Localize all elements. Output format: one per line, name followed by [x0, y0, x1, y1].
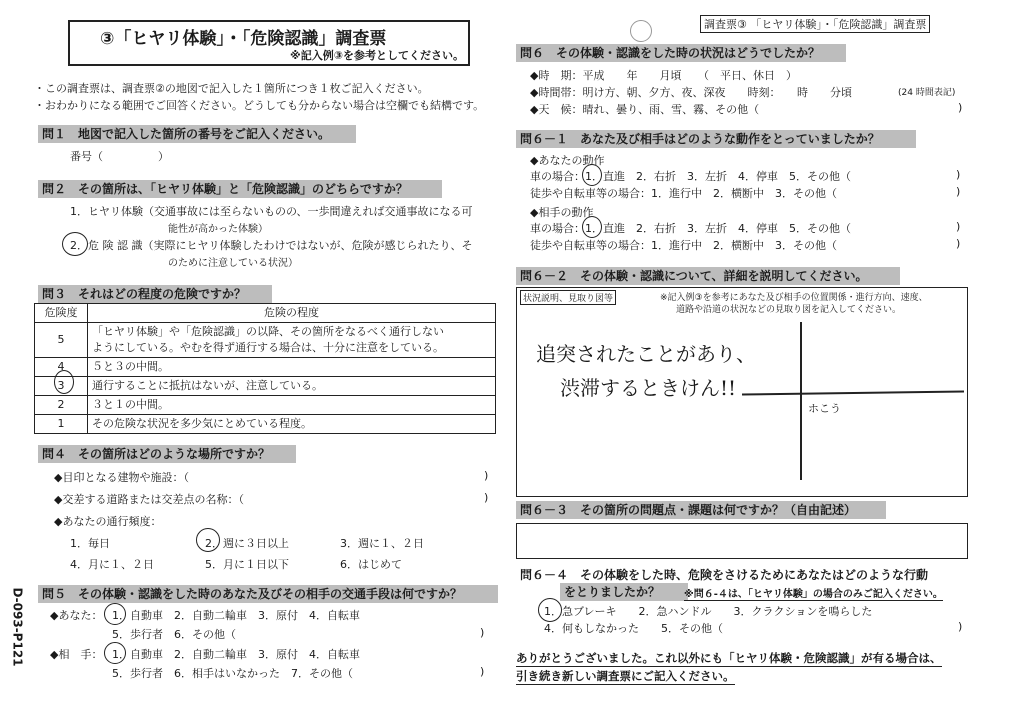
q6-1-other-car[interactable]: 車の場合：1．直進 2．右折 3．左折 4．停車 5．その他（ — [530, 222, 851, 235]
degree-cell: 通行することに抵抗はないが、注意している。 — [88, 377, 496, 396]
q5-other-label: ◆相 手： — [50, 648, 103, 661]
handwritten-line-2: 渋滞するときけん!! — [560, 376, 737, 400]
q6-1-other-walk[interactable]: 徒歩や自転車等の場合：1．進行中 2．横断中 3．その他（ — [530, 239, 837, 252]
freq-option[interactable]: 2．週に３日以上 — [205, 537, 289, 550]
q6-4-note: ※問６-４は、「ヒヤリ体験」の場合のみご記入ください。 — [684, 585, 943, 601]
q3-heading: 問３ それはどの程度の危険ですか？ — [38, 285, 272, 303]
close-paren: ) — [484, 469, 489, 482]
level-cell[interactable]: 1 — [35, 415, 88, 434]
q6-1-other-circle — [582, 216, 602, 238]
q6-4-options-2[interactable]: 4．何もしなかった 5．その他（ — [544, 622, 723, 635]
q5-other-circle — [104, 642, 126, 664]
close-paren: ) — [958, 620, 963, 633]
q6-2-box-label: 状況説明、見取り図等 — [520, 290, 616, 305]
close-paren: ) — [956, 237, 961, 250]
top-right-header: 調査票③ 「ヒヤリ体験」・「危険認識」調査票 — [700, 15, 930, 33]
q6-2-note-2: 道路や沿道の状況などの見取り図を記入してください。 — [676, 305, 902, 315]
q5-heading: 問５ その体験・認識をした時のあなた及びその相手の交通手段は何ですか？ — [38, 585, 498, 603]
freq-option[interactable]: 6．はじめて — [340, 558, 402, 571]
q4-selection-circle — [196, 528, 220, 552]
thanks-line-1: ありがとうございました。これ以外にも「ヒヤリ体験・危険認識」が有る場合は、 — [516, 651, 942, 665]
q2-heading: 問２ その箇所は、「ヒヤリ体験」と「危険認識」のどちらですか？ — [38, 180, 442, 198]
thanks-line-2: 引き続き新しい調査票にご記入ください。 — [516, 669, 735, 683]
q6-band[interactable]: ◆時間帯：明け方、朝、夕方、夜、深夜 時刻： 時 分頃 — [530, 86, 852, 99]
close-paren: ) — [480, 626, 485, 639]
freq-option[interactable]: 1．毎日 — [70, 537, 110, 550]
close-paren: ) — [484, 491, 489, 504]
q1-heading: 問１ 地図で記入した箇所の番号をご記入ください。 — [38, 125, 356, 143]
q2-selection-circle — [62, 232, 88, 256]
q5-you-options[interactable]: 1．自動車 2．自動二輪車 3．原付 4．自転車 — [112, 609, 360, 622]
q6-1-you-car[interactable]: 車の場合：1．直進 2．右折 3．左折 4．停車 5．その他（ — [530, 170, 851, 183]
q6-3-answer-box[interactable] — [516, 523, 968, 559]
col-degree-header: 危険の程度 — [88, 304, 496, 323]
freq-option[interactable]: 3．週に１、２日 — [340, 537, 424, 550]
form-subtitle: ※記入例③を参考としてください。 — [290, 49, 465, 62]
q2-option-1[interactable]: 1．ヒヤリ体験（交通事故には至らないものの、一歩間違えれば交通事故になる可 — [70, 205, 473, 218]
q6-1-other-label: ◆相手の動作 — [530, 206, 594, 219]
q6-band-note: (24 時間表記) — [898, 88, 956, 98]
q2-option-2-cont: のために注意している状況） — [168, 258, 298, 269]
q6-1-you-label: ◆あなたの動作 — [530, 154, 605, 167]
close-paren: ) — [480, 665, 485, 678]
q4-road-field[interactable]: ◆交差する道路または交差点の名称：（ — [54, 493, 244, 506]
q5-you-circle — [104, 603, 126, 625]
handwritten-label: ホこう — [808, 402, 841, 415]
close-paren: ) — [956, 168, 961, 181]
q6-3-heading: 問６－３ その箇所の問題点・課題は何ですか？（自由記述） — [516, 501, 886, 519]
col-level-header: 危険度 — [35, 304, 88, 323]
form-title: ③「ヒヤリ体験」・「危険認識」調査票 — [100, 29, 387, 49]
sketch-vertical-road — [800, 322, 802, 480]
close-paren: ) — [958, 101, 963, 114]
degree-cell: 「ヒヤリ体験」や「危険認識」の以降、その箇所をなるべく通行しない ようにしている。やむを得ず通行する場合は、十分に注意をしている。 — [88, 323, 496, 358]
q6-1-you-circle — [582, 164, 602, 186]
q6-4-selection-circle — [538, 598, 562, 622]
q4-heading: 問４ その箇所はどのような場所ですか？ — [38, 445, 296, 463]
q5-other-options-2[interactable]: 5．歩行者 6．相手はいなかった 7．その他（ — [112, 667, 353, 680]
q6-2-note-1: ※記入例③を参考にあなた及び相手の位置関係・進行方向、速度、 — [660, 293, 928, 303]
q6-heading: 問６ その体験・認識をした時の状況はどうでしたか？ — [516, 44, 846, 62]
freq-option[interactable]: 5．月に１日以下 — [205, 558, 289, 571]
q6-2-heading: 問６－２ その体験・認識について、詳細を説明してください。 — [516, 267, 900, 285]
q5-you-label: ◆あなた： — [50, 609, 103, 622]
q1-number-field[interactable]: 番号（ ） — [70, 150, 169, 163]
q6-4-heading-cont: をとりましたか？ — [560, 583, 688, 601]
q2-option-1-cont: 能性が高かった体験） — [168, 224, 268, 235]
q6-4-heading: 問６－４ その体験をした時、危険をさけるためにあなたはどのような行動 — [520, 568, 929, 582]
degree-cell: ５と３の中間。 — [88, 358, 496, 377]
degree-cell: その危険な状況を多少気にとめている程度。 — [88, 415, 496, 434]
intro-line-2: ・おわかりになる範囲でご回答ください。どうしても分からない場合は空欄でも結構です。 — [34, 99, 485, 112]
freq-option[interactable]: 4．月に１、２日 — [70, 558, 154, 571]
danger-level-table — [34, 303, 496, 434]
q4-frequency-label: ◆あなたの通行頻度： — [54, 515, 162, 528]
level-cell[interactable]: 4 — [35, 358, 88, 377]
q6-4-options-1[interactable]: 1．急ブレーキ 2．急ハンドル 3．クラクションを鳴らした — [544, 605, 873, 618]
q4-landmark-field[interactable]: ◆目印となる建物や施設：（ — [54, 471, 189, 484]
intro-line-1: ・この調査票は、調査票②の地図で記入した１箇所につき１枚ご記入ください。 — [34, 82, 429, 95]
close-paren: ) — [956, 185, 961, 198]
handwritten-line-1: 追突されたことがあり、 — [536, 342, 756, 366]
q6-weather[interactable]: ◆天 候：晴れ、曇り、雨、雪、霧、その他（ — [530, 103, 760, 116]
close-paren: ) — [956, 220, 961, 233]
q5-you-options-2[interactable]: 5．歩行者 6．その他（ — [112, 628, 236, 641]
level-cell[interactable]: 5 — [35, 323, 88, 358]
level-cell[interactable]: 3 — [35, 377, 88, 396]
level-cell[interactable]: 2 — [35, 396, 88, 415]
q6-1-heading: 問６－１ あなた及び相手はどのような動作をとっていましたか？ — [516, 130, 916, 148]
q5-other-options[interactable]: 1．自動車 2．自動二輪車 3．原付 4．自転車 — [112, 648, 360, 661]
side-code: D-093-P121 — [10, 587, 25, 667]
degree-cell: ３と１の中間。 — [88, 396, 496, 415]
q3-selection-circle — [54, 370, 74, 394]
q6-1-you-walk[interactable]: 徒歩や自転車等の場合：1．進行中 2．横断中 3．その他（ — [530, 187, 837, 200]
punch-hole — [630, 20, 652, 42]
q6-time[interactable]: ◆時 期：平成 年 月頃 （ 平日、休日 ） — [530, 69, 797, 82]
q2-option-2[interactable]: 2．危 険 認 識（実際にヒヤリ体験したわけではないが、危険が感じられたり、そ — [70, 239, 473, 252]
